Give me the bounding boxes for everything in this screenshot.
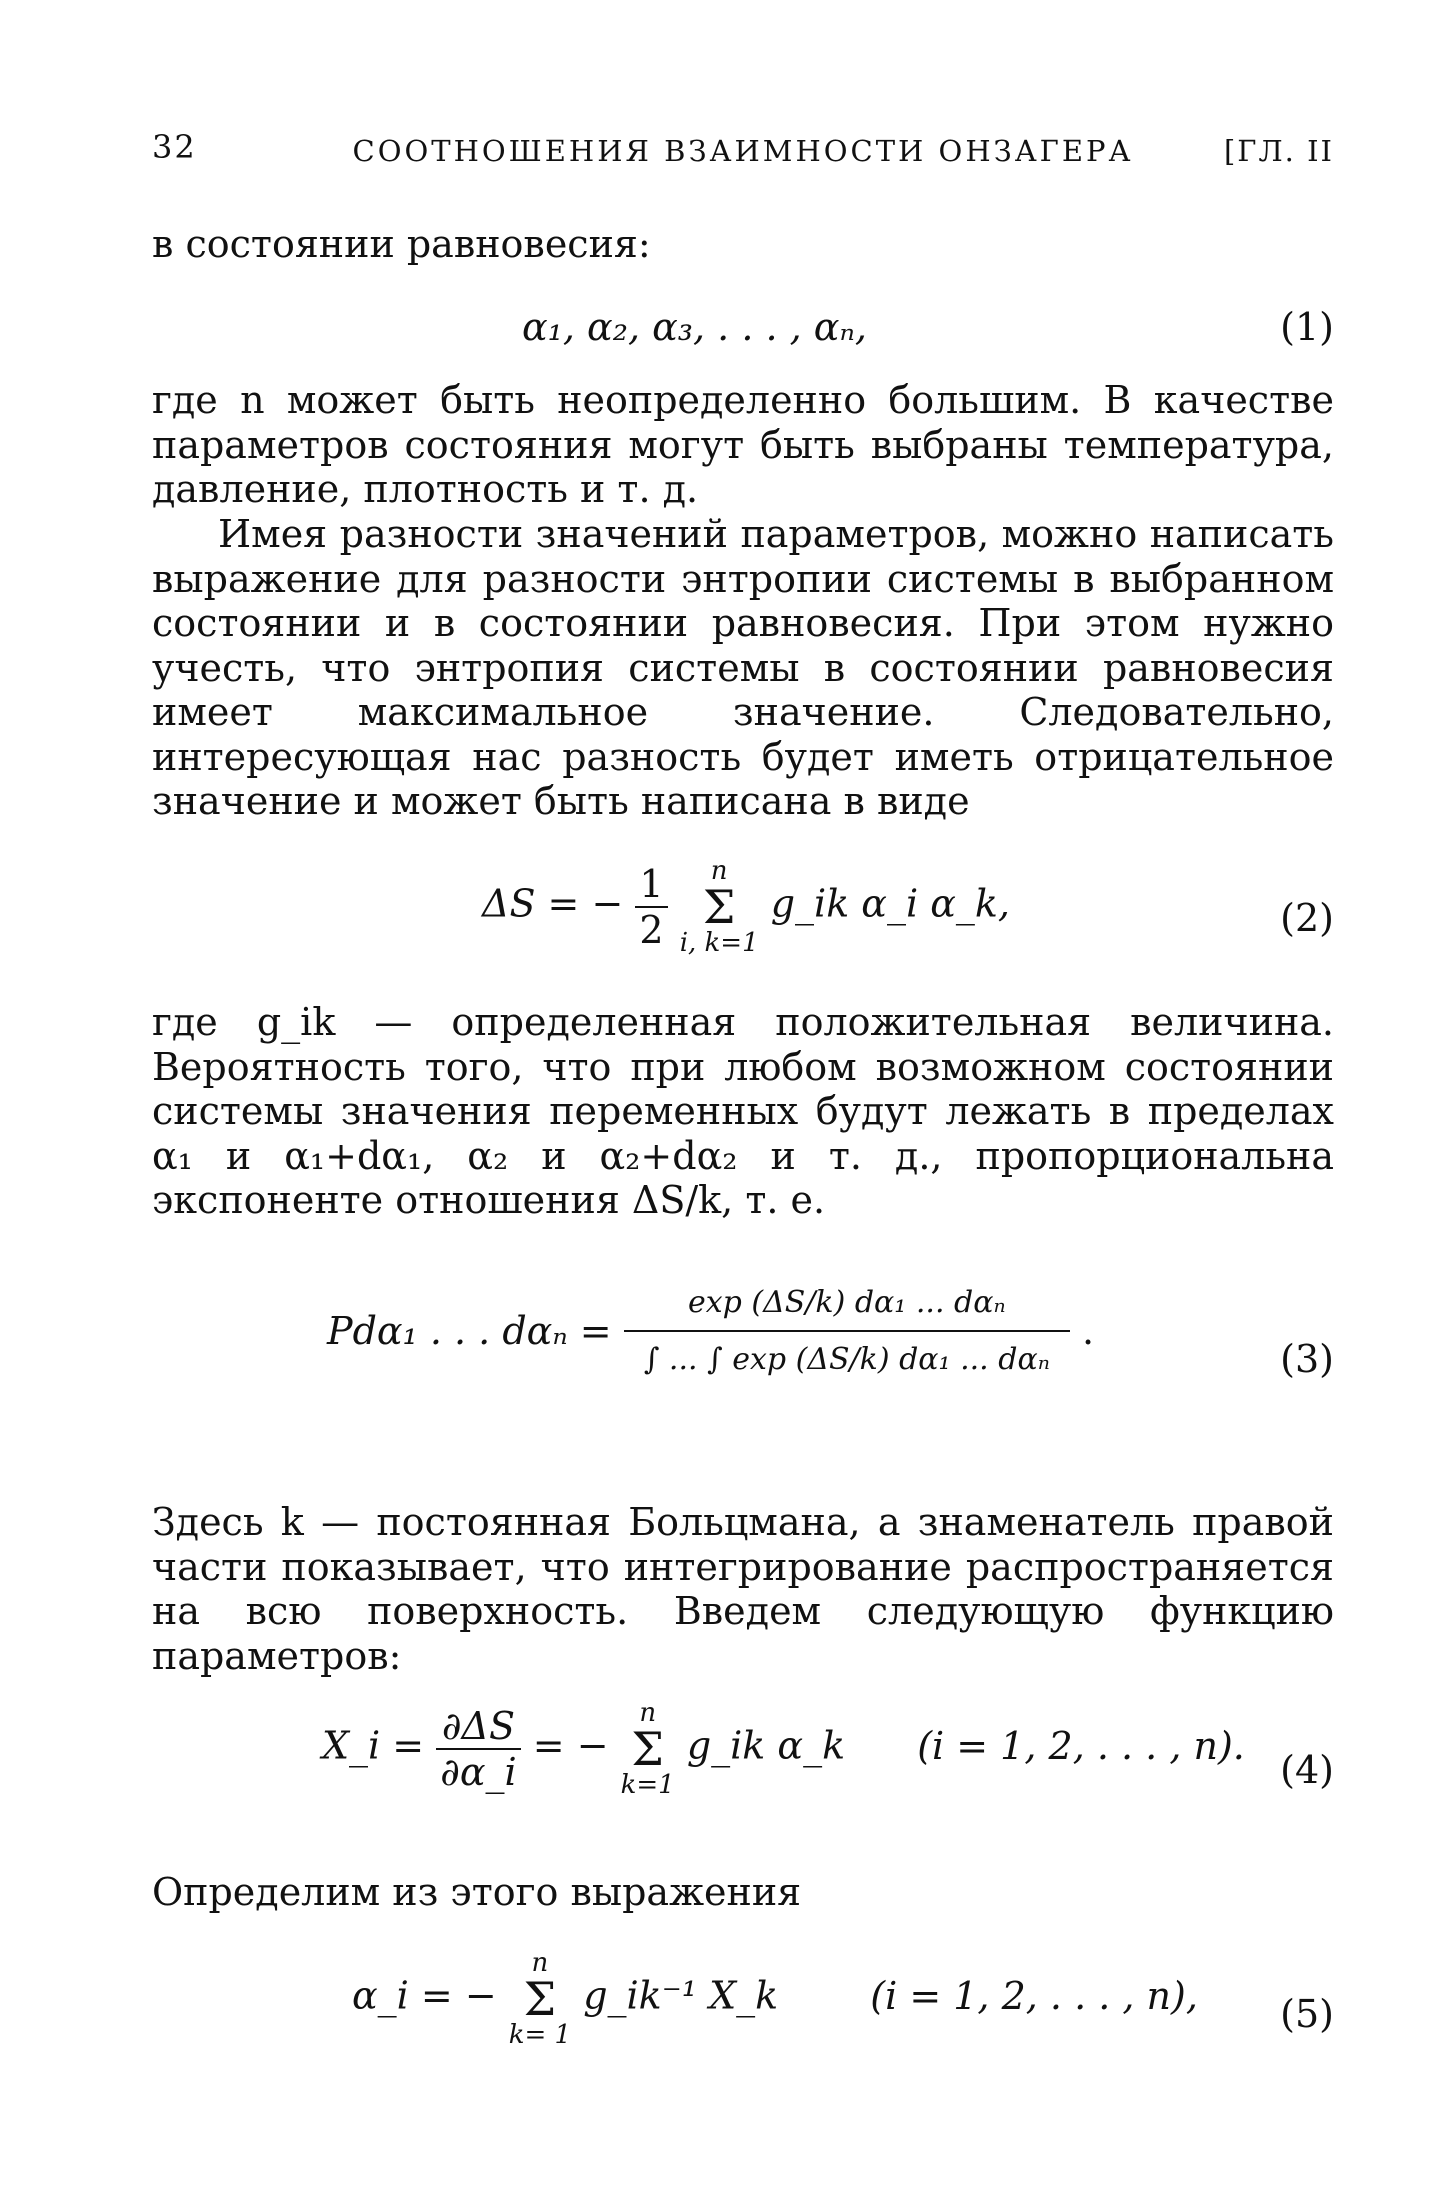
equation-4-mid: = − — [532, 1723, 609, 1768]
equation-5-body — [352, 1950, 1198, 2048]
equation-2-lhs: ΔS = − — [482, 881, 624, 926]
equation-2-body — [482, 858, 1010, 956]
equation-3-numerator: exp (ΔS/k) dα₁ ... dαₙ — [687, 1285, 1006, 1320]
equation-4-sum-bottom: k=1 — [620, 1770, 675, 1800]
equation-5-term: g_ik⁻¹ X_k — [583, 1973, 779, 2018]
equation-4-range: (i = 1, 2, . . . , n). — [917, 1723, 1245, 1768]
paragraph-2: Имея разности значений параметров, можно написать выражение для разности энтропии системы в выбранном состоянии и в состоянии равновесия. При этом нужно учесть, что энтропия системы в состоянии равновесия имеет максимальное значение. Следовательно, интересующая нас разность будет иметь отрицательное значение и может быть написана в виде — [152, 512, 1334, 823]
equation-3-number: (3) — [1280, 1337, 1334, 1381]
equation-5-sum-bottom: k= 1 — [508, 2020, 572, 2050]
equation-3-lhs: Pdα₁ . . . dαₙ = — [327, 1309, 612, 1353]
sigma-symbol: Σ — [631, 1722, 664, 1776]
equation-2-sum — [680, 858, 759, 956]
equation-4-lhs: X_i = — [322, 1723, 425, 1768]
equation-1-body: α₁, α₂, α₃, . . . , αₙ, — [522, 305, 867, 349]
equation-3-body: Pdα₁ . . . dαₙ = $\frac{\text{exp (ΔS/k) dα₁ ... dαₙ}}{\text{∫ ... ∫ exp (ΔS/k) dα₁ ... dαₙ}}$ . — [327, 1275, 1094, 1387]
equation-4 — [152, 1700, 1334, 1840]
equation-4-sum — [621, 1700, 675, 1798]
equation-4-number: (4) — [1280, 1748, 1334, 1792]
equation-4-fraction — [436, 1704, 520, 1794]
equation-1-number: (1) — [1280, 305, 1334, 349]
equation-4-frac-num: ∂ΔS — [441, 1704, 516, 1748]
paragraph-0: в состоянии равновесия: — [152, 222, 651, 266]
equation-5-range: (i = 1, 2, . . . , n), — [870, 1973, 1198, 2018]
paragraph-1: где n может быть неопределенно большим. В качестве параметров состояния могут быть выбраны температура, давление, плотность и т. д. — [152, 378, 1334, 511]
equation-2-sum-bottom: i, k=1 — [679, 928, 759, 958]
equation-5-lhs: α_i = − — [352, 1973, 497, 2018]
sigma-symbol: Σ — [523, 1972, 557, 2026]
equation-5-number: (5) — [1280, 1992, 1334, 2036]
equation-2-term: g_ik α_i α_k, — [770, 881, 1010, 926]
equation-5-sum-top: n — [531, 1948, 549, 1978]
equation-2-frac-num: 1 — [639, 862, 664, 906]
equation-1 — [152, 305, 1334, 355]
equation-3 — [152, 1275, 1334, 1445]
equation-2-fraction — [635, 862, 667, 952]
equation-4-body — [322, 1700, 1245, 1798]
equation-3-denominator: ∫ ... ∫ exp (ΔS/k) dα₁ ... dαₙ — [624, 1330, 1070, 1387]
equation-3-fraction — [624, 1275, 1070, 1387]
running-title: СООТНОШЕНИЯ ВЗАИМНОСТИ ОНЗАГЕРА — [352, 134, 1134, 168]
paragraph-4: Здесь k — постоянная Больцмана, а знаменатель правой части показывает, что интегрирование распространяется на всю поверхность. Введем следующую функцию параметров: — [152, 1500, 1334, 1678]
equation-2-frac-den: 2 — [635, 906, 667, 952]
equation-2-sum-top: n — [710, 856, 728, 886]
equation-4-frac-den: ∂α_i — [436, 1748, 520, 1794]
page-number: 32 — [152, 128, 197, 166]
sigma-symbol: Σ — [702, 880, 736, 934]
equation-4-term: g_ik α_k — [686, 1723, 846, 1768]
chapter-label: [ГЛ. II — [1223, 134, 1334, 168]
paragraph-3: где g_ik — определенная положительная величина. Вероятность того, что при любом возможном состоянии системы значения переменных будут лежать в пределах α₁ и α₁+dα₁, α₂ и α₂+dα₂ и т. д., пропорциональна экспоненте отношения ΔS/k, т. е. — [152, 1000, 1334, 1222]
equation-2 — [152, 858, 1334, 978]
equation-5 — [152, 1950, 1334, 2080]
equation-5-sum — [509, 1950, 571, 2048]
page-header — [152, 128, 1334, 178]
paragraph-5: Определим из этого выражения — [152, 1870, 802, 1914]
equation-2-number: (2) — [1280, 896, 1334, 940]
equation-4-sum-top: n — [639, 1698, 657, 1728]
